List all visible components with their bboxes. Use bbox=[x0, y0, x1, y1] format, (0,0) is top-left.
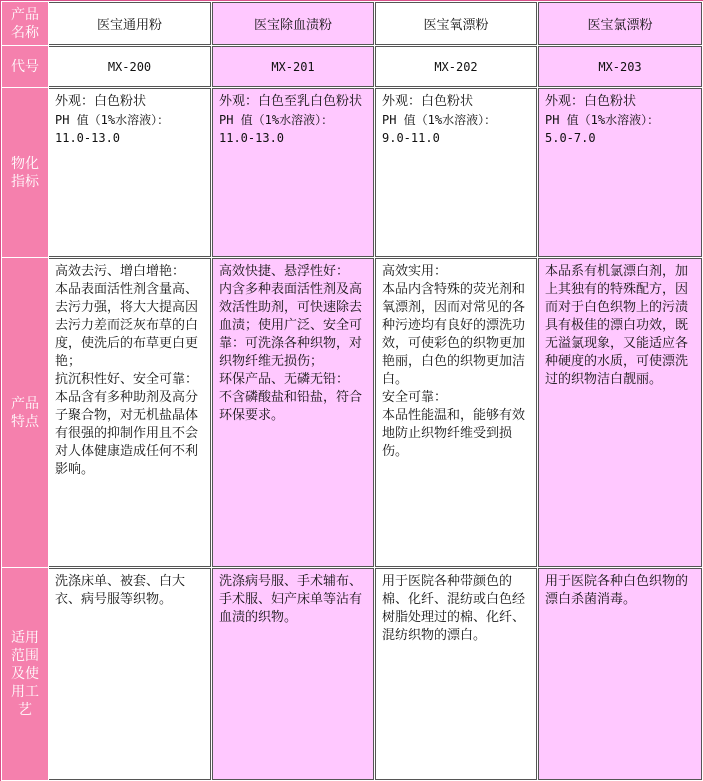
table-row bbox=[2, 258, 703, 568]
product-name-label: 医宝氯漂粉 bbox=[538, 2, 702, 45]
features-text: 高效实用： 本品内含特殊的荧光剂和氧漂剂，因而对常见的各种污迹均有良好的漂洗功效，可使彩色的织物更加艳丽，白色的织物更加洁白。 安全可靠： 本品性能温和，能够有效地防止织物纤维受到损伤。 bbox=[375, 258, 537, 567]
appearance-text: 外观：白色粉状 bbox=[545, 94, 637, 109]
usage-text: 用于医院各种带颜色的棉、化纤、混纺或白色经树脂处理过的棉、化纤、混纺织物的漂白。 bbox=[375, 568, 537, 780]
usage-text: 洗涤病号服、手术辅布、手术服、妇产床单等沾有血渍的织物。 bbox=[212, 568, 374, 780]
product-code-label: MX-203 bbox=[538, 46, 702, 87]
product-code-mx200 bbox=[49, 46, 212, 88]
product-code-label: MX-200 bbox=[49, 46, 211, 87]
row-label-product-name: 产品 名称 bbox=[2, 2, 49, 46]
ph-text: PH 值（1%水溶液）： 11.0-13.0 bbox=[219, 113, 334, 145]
product-code-mx202 bbox=[375, 46, 538, 88]
product-name-mx203 bbox=[538, 2, 703, 46]
appearance-text: 外观：白色粉状 bbox=[382, 94, 474, 109]
appearance-text: 外观：白色粉状 bbox=[55, 94, 147, 109]
features-text: 本品系有机氯漂白剂，加上其独有的特殊配方，因而对于白色织物上的污渍具有极佳的漂白功效，既无溢氯现象，又能适应各种硬度的水质，可使漂洗过的织物洁白靓丽。 bbox=[538, 258, 702, 567]
features-cell bbox=[538, 258, 703, 568]
product-code-label: MX-201 bbox=[212, 46, 374, 87]
features-cell bbox=[375, 258, 538, 568]
product-name-label: 医宝氧漂粉 bbox=[375, 2, 537, 45]
usage-cell bbox=[212, 568, 375, 781]
usage-cell bbox=[538, 568, 703, 781]
product-name-mx200 bbox=[49, 2, 212, 46]
features-cell bbox=[49, 258, 212, 568]
row-label-physchem: 物化 指标 bbox=[2, 88, 49, 258]
features-cell bbox=[212, 258, 375, 568]
physchem-cell bbox=[212, 88, 375, 258]
usage-text: 用于医院各种白色织物的漂白杀菌消毒。 bbox=[538, 568, 702, 780]
physchem-cell bbox=[538, 88, 703, 258]
ph-text: PH 值（1%水溶液）： 5.0-7.0 bbox=[545, 113, 660, 145]
table-row bbox=[2, 2, 703, 46]
features-text: 高效去污、增白增艳： 本品表面活性剂含量高、去污力强，将大大提高因去污力差而泛灰布草的白度，使洗后的布草更白更艳； 抗沉积性好、安全可靠： 本品含有多种助剂及高分子聚合物，对无机盐晶体有很强的抑制作用且不会对人体健康造成任何不利影响。 bbox=[49, 258, 211, 567]
appearance-text: 外观：白色至乳白色粉状 bbox=[219, 94, 363, 109]
product-code-mx203 bbox=[538, 46, 703, 88]
table-row bbox=[2, 568, 703, 781]
product-name-mx201 bbox=[212, 2, 375, 46]
row-label-features: 产品 特点 bbox=[2, 258, 49, 568]
table-row bbox=[2, 88, 703, 258]
product-name-label: 医宝通用粉 bbox=[49, 2, 211, 45]
row-label-code: 代号 bbox=[2, 46, 49, 88]
product-name-mx202 bbox=[375, 2, 538, 46]
product-code-mx201 bbox=[212, 46, 375, 88]
ph-text: PH 值（1%水溶液）： 9.0-11.0 bbox=[382, 113, 497, 145]
product-name-label: 医宝除血渍粉 bbox=[212, 2, 374, 45]
row-label-usage: 适用 范围 及使 用工 艺 bbox=[2, 568, 49, 781]
product-table bbox=[1, 1, 703, 781]
usage-cell bbox=[375, 568, 538, 781]
usage-text: 洗涤床单、被套、白大衣、病号服等织物。 bbox=[49, 568, 211, 780]
features-text: 高效快捷、悬浮性好： 内含多种表面活性剂及高效活性助剂，可快速除去血渍；使用广泛、安全可靠：可洗涤各种织物，对织物纤维无损伤； 环保产品、无磷无铅： 不含磷酸盐和铅盐，符合环保要求。 bbox=[212, 258, 374, 567]
physchem-cell bbox=[375, 88, 538, 258]
usage-cell bbox=[49, 568, 212, 781]
table-row bbox=[2, 46, 703, 88]
ph-text: PH 值（1%水溶液）： 11.0-13.0 bbox=[55, 113, 170, 145]
physchem-cell bbox=[49, 88, 212, 258]
product-code-label: MX-202 bbox=[375, 46, 537, 87]
